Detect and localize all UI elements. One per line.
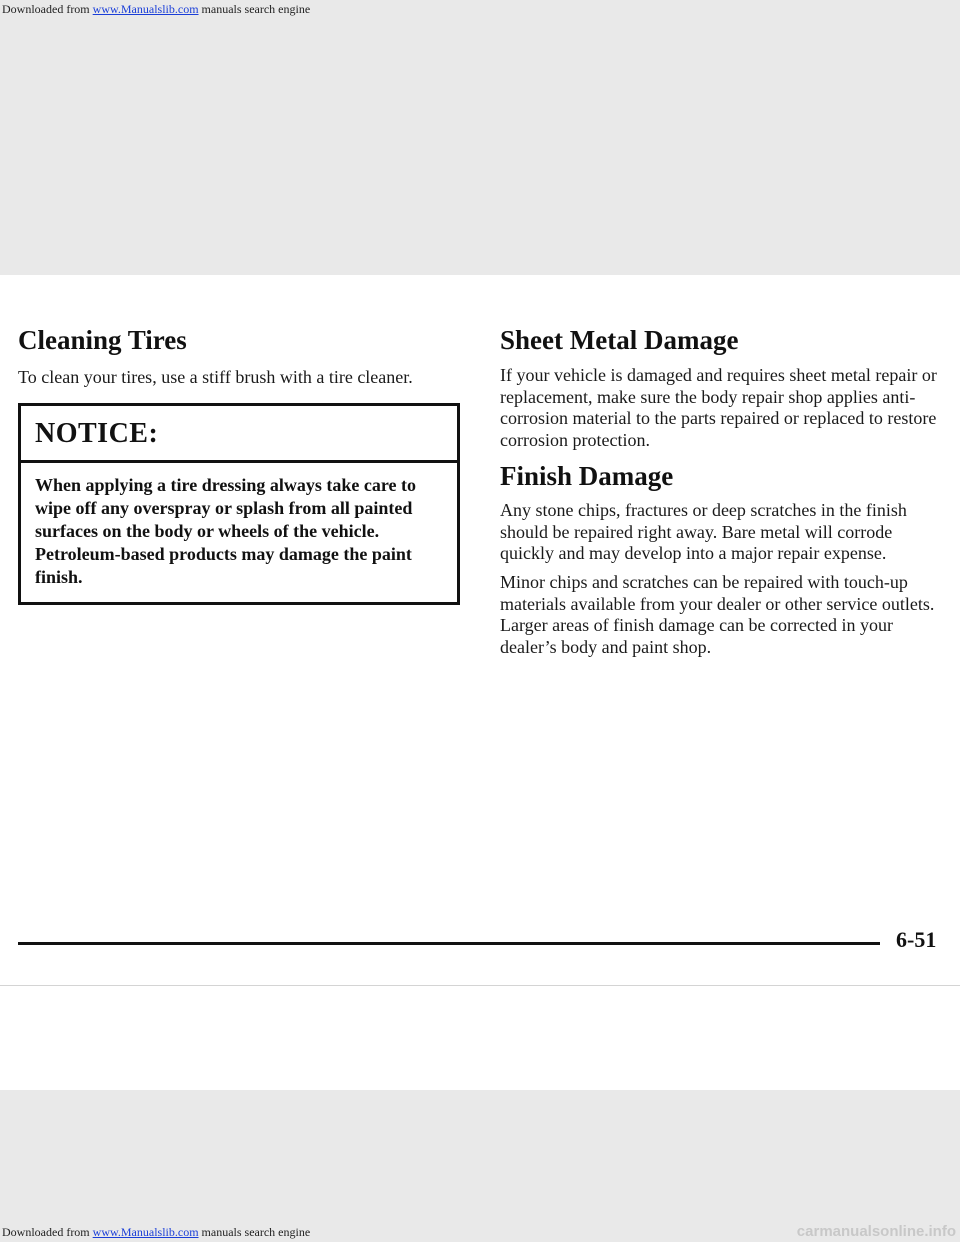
manual-page bbox=[0, 275, 960, 1090]
download-banner-text bbox=[2, 0, 310, 18]
finish-damage-text-2: Minor chips and scratches can be repaired with touch-up materials available from your dealer or other service outlets. Larger areas of finish damage can be corrected in your dealer’s body and paint shop. bbox=[500, 572, 935, 657]
manualslib-link-bottom[interactable]: www.Manualslib.com bbox=[92, 1225, 199, 1239]
notice-box bbox=[18, 403, 460, 605]
manualslib-link[interactable]: www.Manualslib.com bbox=[92, 2, 199, 16]
sheet-metal-damage-heading: Sheet Metal Damage bbox=[500, 325, 739, 355]
notice-divider bbox=[21, 460, 457, 463]
banner-suffix-bottom: manuals search engine bbox=[198, 1225, 311, 1239]
download-banner-bottom bbox=[0, 1222, 960, 1242]
finish-damage-heading: Finish Damage bbox=[500, 461, 674, 491]
cleaning-tires-text: To clean your tires, use a stiff brush with a tire cleaner. bbox=[18, 367, 413, 387]
sheet-metal-damage-text: If your vehicle is damaged and requires sheet metal repair or replacement, make sure the body repair shop applies anti-corrosion material to the parts repaired or replaced to restore corrosion protection. bbox=[500, 365, 937, 450]
download-banner-top bbox=[0, 0, 960, 18]
notice-text: When applying a tire dressing always take care to wipe off any overspray or splash from all painted surfaces on the body or wheels of the vehicle. Petroleum-based products may damage the paint finish. bbox=[35, 475, 417, 587]
faint-divider bbox=[0, 985, 960, 986]
banner-prefix: Downloaded from bbox=[2, 2, 93, 16]
watermark: carmanualsonline.info bbox=[796, 1223, 956, 1240]
finish-damage-text-1: Any stone chips, fractures or deep scratches in the finish should be repaired right away. Bare metal will corrode quickly and may develop into a major repair expense. bbox=[500, 500, 907, 563]
download-banner-text-bottom bbox=[2, 1222, 310, 1242]
footer-rule bbox=[18, 942, 880, 945]
banner-suffix: manuals search engine bbox=[198, 2, 311, 16]
banner-prefix-bottom: Downloaded from bbox=[2, 1225, 93, 1239]
notice-title: NOTICE: bbox=[35, 418, 159, 449]
cleaning-tires-heading: Cleaning Tires bbox=[18, 325, 187, 355]
page-number: 6-51 bbox=[896, 927, 937, 952]
